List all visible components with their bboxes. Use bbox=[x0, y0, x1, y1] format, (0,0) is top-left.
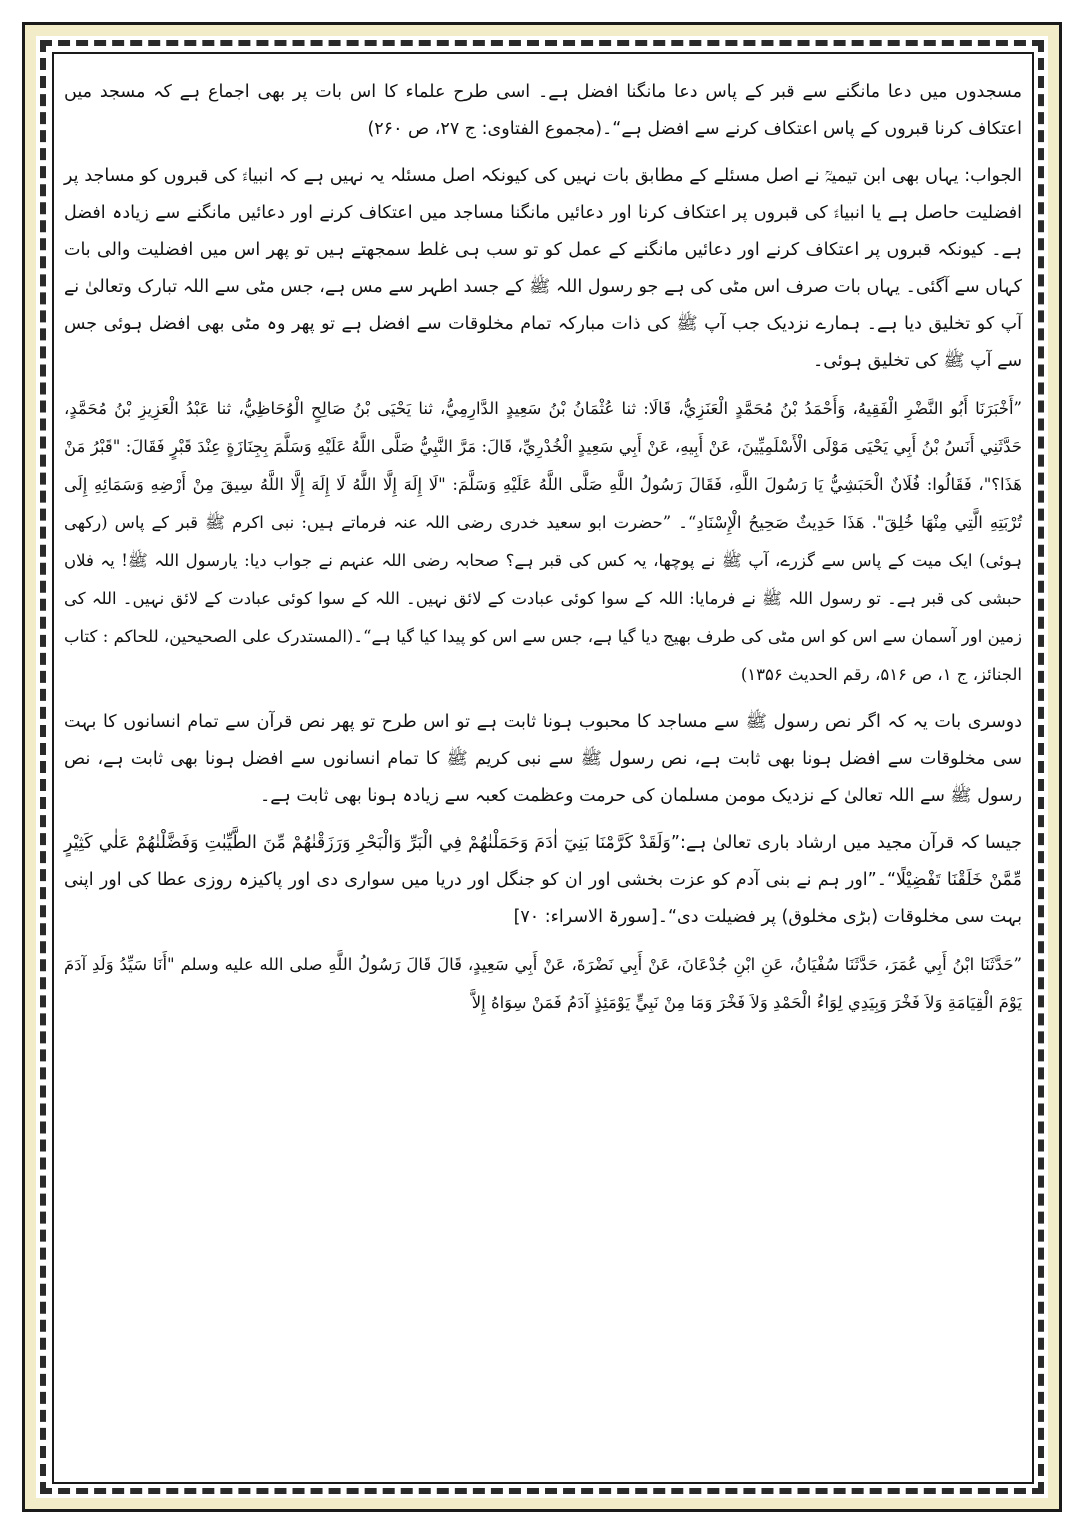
paragraph-hadith-tirmidhi: ”حَدَّثَنَا ابْنُ أَبِي عُمَرَ، حَدَّثَنَا سُفْيَانُ، عَنِ ابْنِ جُدْعَانَ، عَنْ أَبِي نَضْرَةَ، عَنْ أَبِي سَعِيدٍ، قَالَ قَالَ رَسُولُ اللَّهِ صلى الله عليه وسلم "أَنَا سَيِّدُ وَلَدِ آدَمَ يَوْمَ الْقِيَامَةِ وَلاَ فَخْرَ وَبِيَدِي لِوَاءُ الْحَمْدِ وَلاَ فَخْرَ وَمَا مِنْ نَبِيٍّ يَوْمَئِذٍ آدَمُ فَمَنْ سِوَاهُ إِلاَّ bbox=[64, 955, 1022, 1012]
paragraph-hadith-mustadrak: ”أَخْبَرَنَا أَبُو النَّضْرِ الْفَقِيهُ، وَأَحْمَدُ بْنُ مُحَمَّدٍ الْعَنَزِيُّ، قَالَا: ثنا عُثْمَانُ بْنُ سَعِيدٍ الدَّارِمِيُّ، ثنا يَحْيَى بْنُ صَالِحٍ الْوُحَاظِيُّ، ثنا عَبْدُ الْعَزِيزِ بْنُ مُحَمَّدٍ، حَدَّثَنِي أَنَسُ بْنُ أَبِي يَحْيَى مَوْلَى الْأَسْلَمِيِّينَ، عَنْ أَبِيهِ، عَنْ أَبِي سَعِيدٍ الْخُدْرِيِّ، قَالَ: مَرَّ النَّبِيُّ صَلَّى اللَّهُ عَلَيْهِ وَسَلَّمَ بِجِنَازَةٍ عِنْدَ قَبْرٍ فَقَالَ: "قَبْرُ مَنْ هَذَا؟"، فَقَالُوا: فُلَانٌ الْحَبَشِيُّ يَا رَسُولَ اللَّهِ، فَقَالَ رَسُولُ اللَّهِ صَلَّى اللَّهُ عَلَيْهِ وَسَلَّمَ: "لَا إِلَهَ إِلَّا اللَّهُ لَا إِلَهَ إِلَّا اللَّهُ سِيقَ مِنْ أَرْضِهِ وَسَمَائِهِ إِلَى تُرْبَتِهِ الَّتِي مِنْهَا خُلِقَ". هَذَا حَدِيثٌ صَحِيحُ الْإِسْنَادِ“۔ ”حضرت ابو سعید خدری رضی اللہ عنہ فرماتے ہیں: نبی اکرم ﷺ قبر کے پاس (رکھی ہوئی) ایک میت کے پاس سے گزرے، آپ ﷺ نے پوچھا، یہ کس کی قبر ہے؟ صحابہ رضی اللہ عنہم نے جواب دیا: یارسول اللہ ﷺ! یہ فلاں حبشی کی قبر ہے۔ تو رسول اللہ ﷺ نے فرمایا: اللہ کے سوا کوئی عبادت کے لائق نہیں۔ اللہ کے سوا کوئی عبادت کے لائق نہیں۔ اللہ کی زمین اور آسمان سے اس کو اس مٹی کی طرف بھیج دیا گیا ہے، جس سے اس کو پیدا کیا گیا ہے“۔(المستدرک علی الصحیحین، للحاکم : کتاب الجنائز، ج ۱، ص ۵۱۶، رقم الحدیث ۱۳۵۶) bbox=[64, 399, 1022, 684]
paragraph-quran-verse: جیسا کہ قرآن مجید میں ارشاد باری تعالیٰ ہے:”وَلَقَدْ كَرَّمْنَا بَنِيٓ اٰدَمَ وَحَمَلْنٰهُمْ فِي الْبَرِّ وَالْبَحْرِ وَرَزَقْنٰهُمْ مِّنَ الطَّيِّبٰتِ وَفَضَّلْنٰهُمْ عَلٰي كَثِيْرٍ مِّمَّنْ خَلَقْنَا تَفْضِيْلًا“۔”اور ہم نے بنی آدم کو عزت بخشی اور ان کو جنگل اور دریا میں سواری دی اور پاکیزہ روزی عطا کی اور اپنی بہت سی مخلوقات (بڑی مخلوق) پر فضیلت دی“۔[سورۃ الاسراء: ۷۰] bbox=[64, 833, 1022, 927]
document-body bbox=[64, 74, 1022, 1474]
paragraph-second-point: دوسری بات یہ کہ اگر نص رسول ﷺ سے مساجد کا محبوب ہونا ثابت ہے تو اس طرح تو پھر نص قرآن سے تمام انسانوں کا بہت سی مخلوقات سے افضل ہونا بھی ثابت ہے، نص رسول ﷺ سے نبی کریم ﷺ کا تمام انسانوں سے افضل ہونا بھی ثابت ہے، نص رسول ﷺ سے اللہ تعالیٰ کے نزدیک مومن مسلمان کی حرمت وعظمت کعبہ سے زیادہ ہونا بھی ثابت ہے۔ bbox=[64, 712, 1022, 806]
paragraph-reply: الجواب: یہاں بھی ابن تیمیہؒ نے اصل مسئلے کے مطابق بات نہیں کی کیونکہ اصل مسئلہ یہ نہیں ہے کہ انبیاءؑ کی قبروں کو مساجد پر افضلیت حاصل ہے یا انبیاءؑ کی قبروں پر اعتکاف کرنا اور دعائیں مانگنا مساجد میں اعتکاف کرنے اور دعائیں مانگنے سے زیادہ افضل ہے۔ کیونکہ قبروں پر اعتکاف کرنے اور دعائیں مانگنے کے عمل کو تو سب ہی غلط سمجھتے ہیں تو پھر اس میں افضلیت والی بات کہاں سے آگئی۔ یہاں بات صرف اس مٹی کی ہے جو رسول اللہ ﷺ کے جسد اطہر سے مس ہے، جس مٹی سے اللہ تبارک وتعالیٰ نے آپ کو تخلیق دیا ہے۔ ہمارے نزدیک جب آپ ﷺ کی ذات مبارکہ تمام مخلوقات سے افضل ہے تو پھر وہ مٹی بھی افضل ہوئی جس سے آپ ﷺ کی تخلیق ہوئی۔ bbox=[64, 166, 1022, 371]
paragraph-quote-continuation: مسجدوں میں دعا مانگنے سے قبر کے پاس دعا مانگنا افضل ہے۔ اسی طرح علماء کا اس بات پر بھی اجماع ہے کہ مسجد میں اعتکاف کرنا قبروں کے پاس اعتکاف کرنے سے افضل ہے“۔(مجموع الفتاوی: ج ۲۷، ص ۲۶۰) bbox=[64, 82, 1022, 139]
